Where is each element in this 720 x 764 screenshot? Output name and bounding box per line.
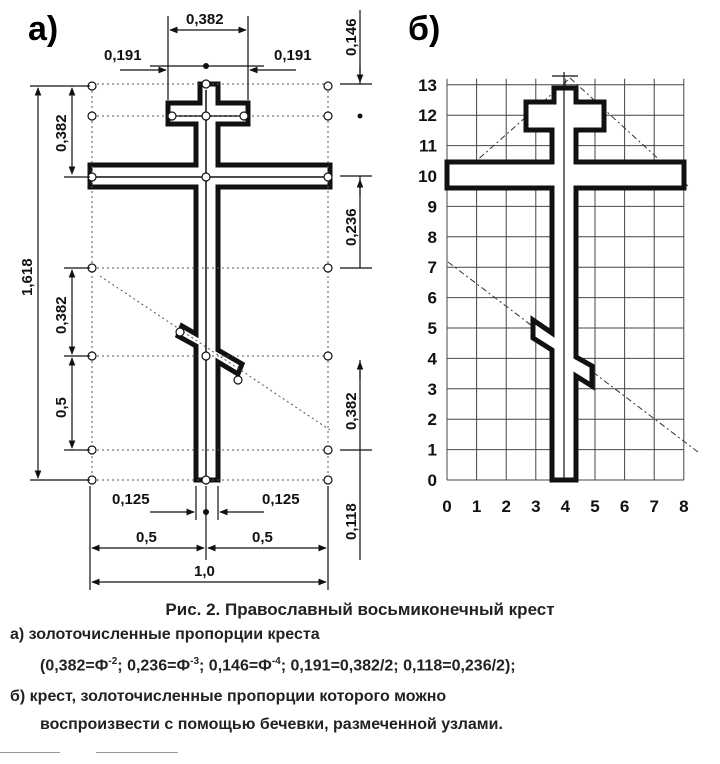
dim-right-lower: 0,382 [343,392,360,430]
x-tick-label: 5 [590,497,600,516]
nodes-a [88,80,332,484]
x-tick-label: 6 [619,497,630,516]
y-tick-label: 13 [418,75,437,95]
x-tick-label: 3 [531,497,541,516]
caption-line-a-formulas [40,656,516,675]
formula-separator: ; 0,191=0,382/2; 0,118=0,236/2); [280,657,516,675]
formula-separator: ; [199,657,209,675]
dim-bottom-right-small: 0,125 [262,491,300,508]
formula-part: 0,146=Ф [208,657,272,675]
y-tick-label: 4 [427,349,437,369]
bottom-rule-left [0,752,60,753]
y-tick-label: 6 [427,288,437,308]
panel-b-label: б) [408,10,441,48]
panel-a-label: а) [28,10,59,48]
formula-part: 0,236=Ф [127,657,191,675]
dim-bottom-left-half: 0,5 [136,529,157,546]
dim-right-bottom: 0,118 [343,503,360,540]
bottom-rule-right [96,752,178,753]
y-tick-label: 8 [427,227,437,247]
y-tick-label: 3 [427,379,437,399]
cross-a [90,84,330,480]
y-tick-label: 7 [427,258,437,278]
dim-right-upper: 0,236 [343,208,360,246]
dim-left-total: 1,618 [19,258,36,296]
dim-bottom-left-small: 0,125 [112,491,150,508]
dim-right-offset: 0,191 [274,47,312,64]
dim-bottom-right-half: 0,5 [252,529,273,546]
y-tick-label: 9 [427,197,437,217]
formula-exponent: -3 [190,656,200,667]
x-tick-label: 1 [471,497,482,516]
y-tick-label: 0 [427,471,437,490]
y-tick-label: 11 [419,136,437,156]
y-tick-label: 10 [418,167,437,186]
x-tick-label: 0 [442,497,452,516]
y-tick-label: 2 [427,410,437,430]
caption-line-a: а) золоточисленные пропорции креста [10,626,320,643]
formula-exponent: -4 [271,656,281,667]
cross-b [447,88,684,480]
dim-left-middle: 0,382 [53,296,70,334]
dim-left-top-bar: 0,382 [53,114,70,152]
dim-left-offset: 0,191 [104,47,142,64]
dim-top-width: 0,382 [186,11,224,28]
caption-line-b2: воспроизвести с помощью бечевки, размеченной узлами. [40,716,503,733]
formula-exponent: -2 [108,656,118,667]
y-tick-label: 12 [418,106,437,126]
y-tick-label: 1 [427,440,437,460]
dim-top-gap: 0,146 [343,18,360,56]
guide-lines-a [92,84,330,480]
x-tick-label: 2 [501,497,511,516]
caption-title: Рис. 2. Православный восьмиконечный крест [165,600,555,619]
y-tick-label: 5 [427,319,437,338]
formula-part: (0,382=Ф [40,657,109,675]
dim-left-lower: 0,5 [53,397,70,418]
dim-bottom-full: 1,0 [194,563,215,580]
x-tick-label: 4 [560,497,571,516]
x-tick-label: 8 [679,497,689,516]
caption-line-b: б) крест, золоточисленные пропорции которого можно [10,688,447,705]
formula-separator: ; [117,657,128,675]
x-tick-label: 7 [649,497,659,516]
